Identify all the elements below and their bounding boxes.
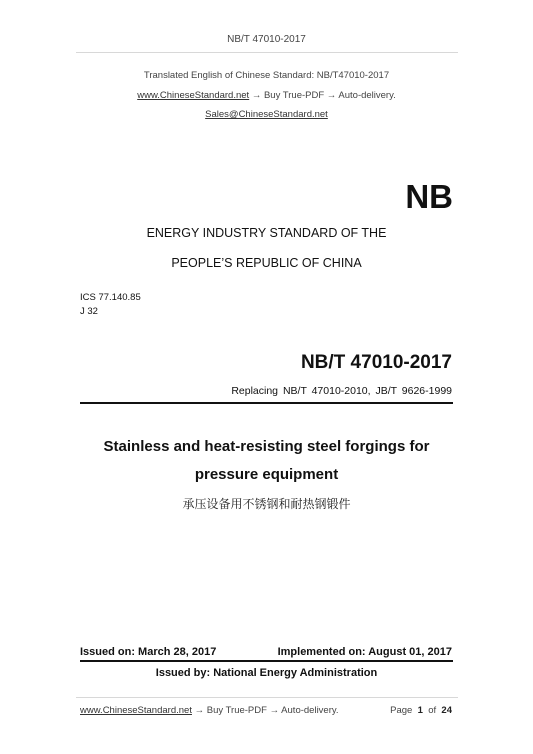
footer-purchase-notice [80,705,339,716]
header-divider [76,52,458,53]
standard-body-line-1: ENERGY INDUSTRY STANDARD OF THE [146,226,387,240]
dates-divider [80,660,453,662]
purchase-notice [0,90,533,101]
email-link[interactable]: Sales@ChineseStandard.net [205,109,328,120]
footer-purchase-text: → Buy True-PDF → Auto-delivery. [191,705,339,716]
ics-code: ICS 77.140.85 [80,292,141,303]
translation-notice: Translated English of Chinese Standard: NB/T47010-2017 [143,70,390,81]
purchase-notice-text: → Buy True-PDF → Auto-delivery. [249,90,396,101]
running-header: NB/T 47010-2017 [227,34,306,45]
implemented-date: Implemented on: August 01, 2017 [277,646,452,658]
email-notice [0,109,533,120]
current-page: 1 [417,705,423,716]
nb-logo: NB [405,178,453,215]
ccs-code: J 32 [80,306,98,317]
standard-body-line-2: PEOPLE’S REPUBLIC OF CHINA [171,256,362,270]
page-number [390,705,452,716]
of-label: of [428,705,437,716]
title-divider [80,402,453,404]
document-title-line-1: Stainless and heat-resisting steel forgings for [103,438,430,455]
issued-date: Issued on: March 28, 2017 [80,646,217,658]
footer-divider [76,697,458,698]
replacing-note: Replacing NB/T 47010-2010, JB/T 9626-1999 [231,385,452,397]
issuing-authority: Issued by: National Energy Administration [155,667,378,679]
document-title-line-2: pressure equipment [194,466,339,483]
page-label: Page [390,705,413,716]
footer-site-link[interactable]: www.ChineseStandard.net [80,705,192,716]
site-link[interactable]: www.ChineseStandard.net [137,90,250,101]
standard-number: NB/T 47010-2017 [300,352,452,373]
document-title-chinese: 承压设备用不锈钢和耐热钢锻件 [182,497,351,511]
total-pages: 24 [441,705,452,716]
